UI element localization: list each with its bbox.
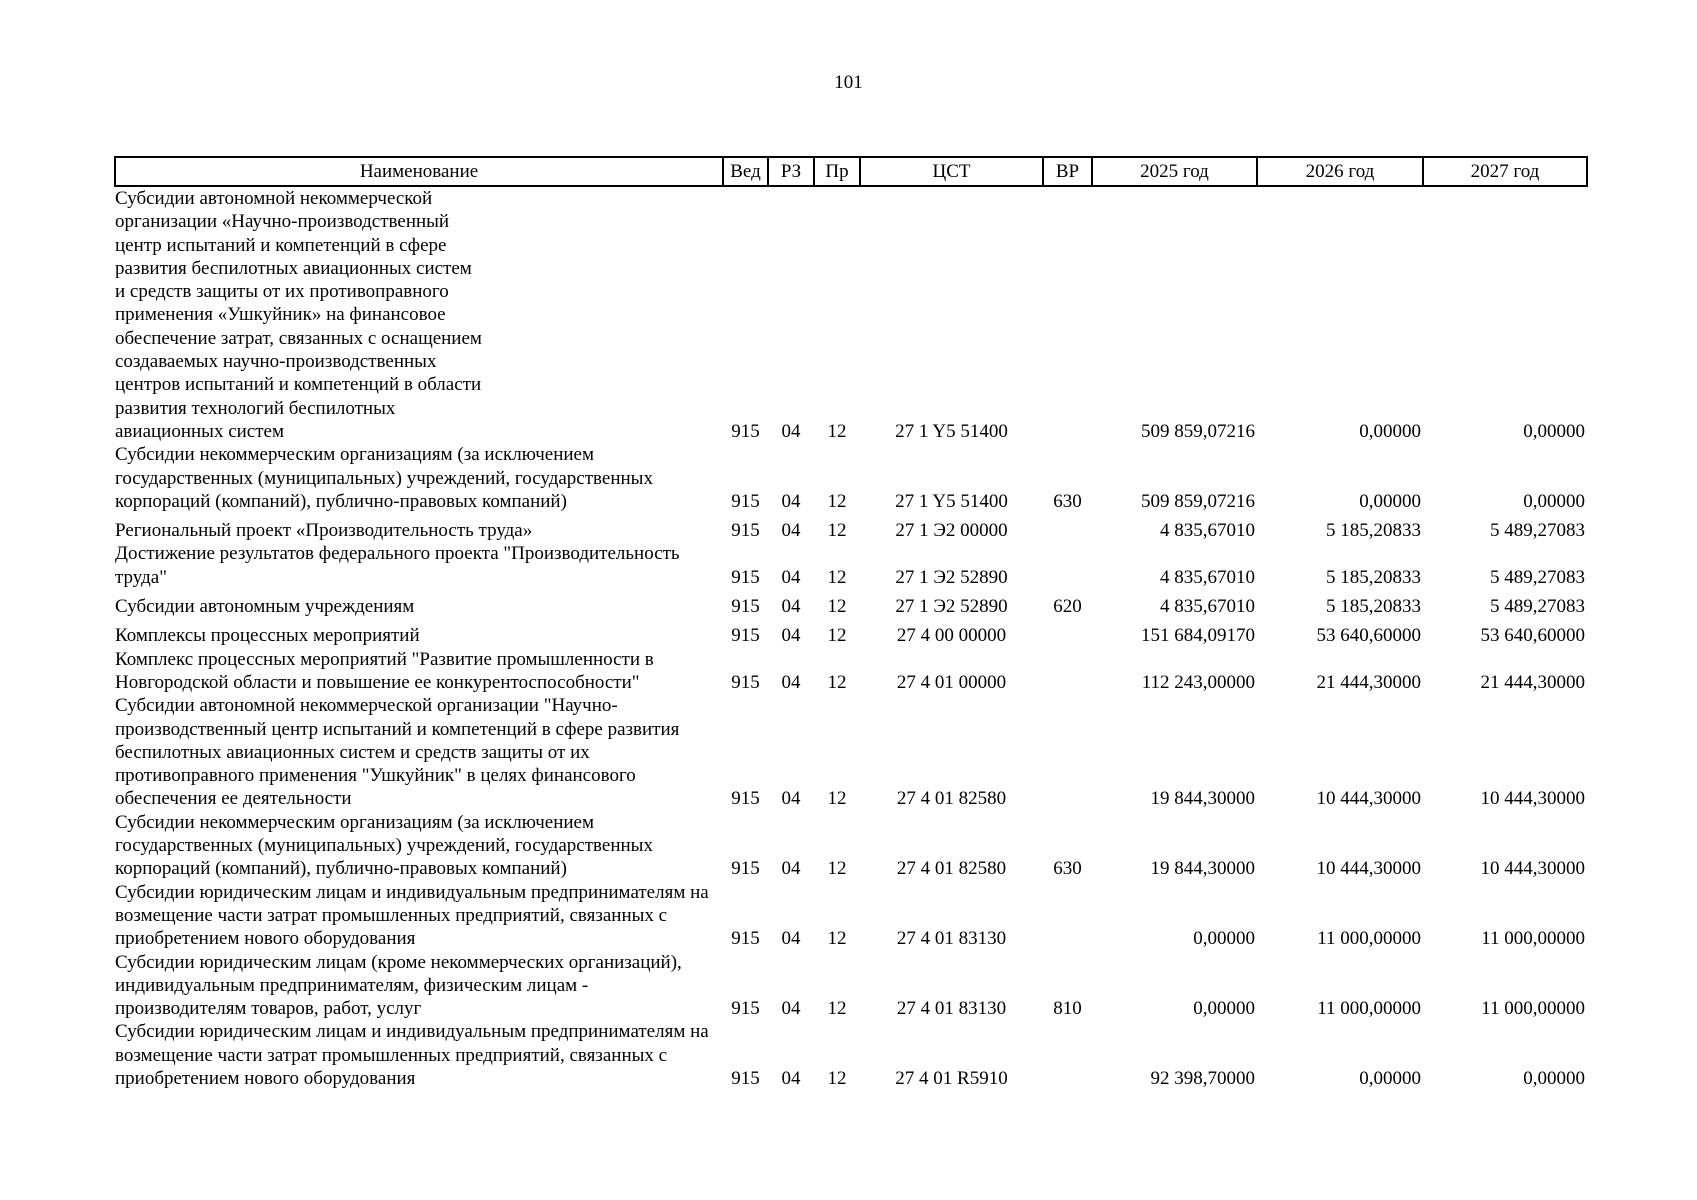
row-2026: 5 185,20833 [1326, 566, 1421, 588]
row-name: Субсидии юридическим лицам (кроме некоммерческих организаций), индивидуальным предпринимателям, физическим лицам - производителям товаров, работ, услуг [115, 951, 682, 1020]
row-name: Региональный проект «Производительность труда» [115, 520, 533, 542]
table-row [115, 951, 1587, 1021]
row-name: Комплекс процессных мероприятий "Развитие промышленности в Новгородской области и повышение ее конкурентоспособности" [115, 648, 654, 693]
row-pr: 12 [827, 596, 847, 618]
header-cst: ЦСТ [860, 157, 1043, 186]
row-vr [1043, 618, 1092, 647]
row-vr [1043, 694, 1092, 810]
row-2026: 0,00000 [1359, 490, 1421, 512]
row-rz: 04 [781, 928, 801, 950]
row-ved: 915 [731, 566, 760, 588]
row-name: Субсидии некоммерческим организациям (за исключением государственных (муниципальных) учреждений, государственных корпораций (компаний), публично-правовых компаний) [115, 811, 653, 880]
table-row [115, 186, 1587, 443]
row-2027: 0,00000 [1523, 1067, 1585, 1089]
row-2027: 5 489,27083 [1490, 520, 1585, 542]
row-rz: 04 [781, 596, 801, 618]
row-2026: 5 185,20833 [1326, 596, 1421, 618]
row-2026: 10 444,30000 [1316, 858, 1421, 880]
row-2027: 53 640,60000 [1480, 625, 1585, 647]
header-rz: РЗ [768, 157, 814, 186]
table-row [115, 881, 1587, 951]
row-pr: 12 [827, 490, 847, 512]
row-pr: 12 [827, 788, 847, 810]
row-2027: 21 444,30000 [1480, 671, 1585, 693]
row-2027: 10 444,30000 [1480, 858, 1585, 880]
row-vr [1043, 513, 1092, 542]
row-2025: 509 859,07216 [1141, 490, 1255, 512]
row-vr: 620 [1053, 596, 1082, 618]
row-cst: 27 1 Э2 52890 [895, 566, 1008, 588]
row-2026: 11 000,00000 [1317, 998, 1421, 1020]
table-row [115, 811, 1587, 881]
row-vr: 630 [1053, 490, 1082, 512]
row-rz: 04 [781, 520, 801, 542]
row-pr: 12 [827, 671, 847, 693]
row-name: Субсидии некоммерческим организациям (за исключением государственных (муниципальных) учреждений, государственных корпораций (компаний), публично-правовых компаний) [115, 444, 653, 512]
header-2026: 2026 год [1257, 157, 1423, 186]
row-2026: 53 640,60000 [1316, 625, 1421, 647]
row-vr: 810 [1053, 998, 1082, 1020]
row-vr [1043, 542, 1092, 589]
row-ved: 915 [731, 625, 760, 647]
row-rz: 04 [781, 566, 801, 588]
row-ved: 915 [731, 928, 760, 950]
row-rz: 04 [781, 671, 801, 693]
row-pr: 12 [827, 520, 847, 542]
row-2027: 5 489,27083 [1490, 566, 1585, 588]
row-ved: 915 [731, 788, 760, 810]
row-pr: 12 [827, 566, 847, 588]
row-2027: 0,00000 [1523, 490, 1585, 512]
row-name: Субсидии автономной некоммерческой организации «Научно-производственный центр испытаний и компетенций в сфере развития беспилотных авиационных систем и средств защиты от их противоправного применения «Ушкуйник» на финансовое обеспечение затрат, связанных с оснащением создаваемых научно-производственных центров испытаний и компетенций в области развития технологий беспилотных авиационных систем [115, 188, 482, 442]
row-rz: 04 [781, 1067, 801, 1089]
row-rz: 04 [781, 858, 801, 880]
row-2026: 10 444,30000 [1316, 788, 1421, 810]
row-rz: 04 [781, 998, 801, 1020]
page-number: 101 [834, 72, 863, 93]
row-2026: 21 444,30000 [1316, 671, 1421, 693]
row-rz: 04 [781, 490, 801, 512]
row-2025: 92 398,70000 [1150, 1067, 1255, 1089]
row-2026: 0,00000 [1359, 420, 1421, 442]
row-name: Субсидии автономной некоммерческой организации "Научно-производственный центр испытаний и компетенций в сфере развития беспилотных авиационных систем и средств защиты от их противоправного применения "Ушкуйник" в целях финансового обеспечения ее деятельности [115, 695, 680, 810]
row-2027: 11 000,00000 [1481, 998, 1585, 1020]
row-name: Достижение результатов федерального проекта "Производительность труда" [115, 543, 680, 588]
row-cst: 27 1 Y5 51400 [895, 420, 1008, 442]
table-row [115, 513, 1587, 542]
table-row [115, 618, 1587, 647]
header-2027: 2027 год [1423, 157, 1587, 186]
table-row [115, 648, 1587, 695]
table-header-row [115, 157, 1587, 186]
row-name: Субсидии автономным учреждениям [115, 596, 415, 618]
row-name: Субсидии юридическим лицам и индивидуальным предпринимателям на возмещение части затрат промышленных предприятий, связанных с приобретением нового оборудования [115, 881, 709, 950]
row-vr [1043, 186, 1092, 443]
row-cst: 27 4 01 83130 [896, 928, 1007, 950]
row-2025: 19 844,30000 [1150, 858, 1255, 880]
row-2026: 5 185,20833 [1326, 520, 1421, 542]
row-cst: 27 4 00 00000 [896, 625, 1007, 647]
row-2027: 10 444,30000 [1480, 788, 1585, 810]
row-cst: 27 4 01 83130 [896, 998, 1007, 1020]
row-ved: 915 [731, 490, 760, 512]
row-cst: 27 4 01 82580 [896, 858, 1007, 880]
row-2027: 0,00000 [1523, 420, 1585, 442]
header-2025: 2025 год [1092, 157, 1257, 186]
table-row [115, 443, 1587, 513]
row-cst: 27 4 01 R5910 [895, 1067, 1008, 1089]
row-rz: 04 [781, 420, 801, 442]
row-cst: 27 1 Y5 51400 [895, 490, 1008, 512]
row-cst: 27 1 Э2 00000 [895, 520, 1008, 542]
row-pr: 12 [827, 420, 847, 442]
row-pr: 12 [827, 998, 847, 1020]
row-cst: 27 4 01 00000 [896, 671, 1007, 693]
row-2026: 0,00000 [1359, 1067, 1421, 1089]
row-vr [1043, 648, 1092, 695]
row-2025: 4 835,67010 [1160, 520, 1255, 542]
table-row [115, 542, 1587, 589]
row-vr: 630 [1053, 858, 1082, 880]
header-name: Наименование [115, 157, 723, 186]
row-ved: 915 [731, 596, 760, 618]
row-2025: 0,00000 [1193, 928, 1255, 950]
row-name: Комплексы процессных мероприятий [115, 625, 420, 647]
budget-table [114, 156, 1588, 1090]
row-2027: 11 000,00000 [1481, 928, 1585, 950]
row-2027: 5 489,27083 [1490, 596, 1585, 618]
row-vr [1043, 1020, 1092, 1090]
header-vr: ВР [1043, 157, 1092, 186]
row-2025: 112 243,00000 [1141, 671, 1255, 693]
row-pr: 12 [827, 858, 847, 880]
row-ved: 915 [731, 998, 760, 1020]
row-2025: 4 835,67010 [1160, 566, 1255, 588]
row-rz: 04 [781, 788, 801, 810]
row-2026: 11 000,00000 [1317, 928, 1421, 950]
row-pr: 12 [827, 625, 847, 647]
table-row [115, 1020, 1587, 1090]
row-ved: 915 [731, 858, 760, 880]
row-pr: 12 [827, 928, 847, 950]
header-ved: Вед [723, 157, 768, 186]
table-row [115, 694, 1587, 810]
row-ved: 915 [731, 671, 760, 693]
header-pr: Пр [814, 157, 860, 186]
row-2025: 4 835,67010 [1160, 596, 1255, 618]
table-row [115, 589, 1587, 618]
row-ved: 915 [731, 420, 760, 442]
row-ved: 915 [731, 1067, 760, 1089]
row-cst: 27 4 01 82580 [896, 788, 1007, 810]
row-2025: 0,00000 [1193, 998, 1255, 1020]
row-pr: 12 [827, 1067, 847, 1089]
row-vr [1043, 881, 1092, 951]
row-2025: 19 844,30000 [1150, 788, 1255, 810]
row-name: Субсидии юридическим лицам и индивидуальным предпринимателям на возмещение части затрат промышленных предприятий, связанных с приобретением нового оборудования [115, 1021, 709, 1089]
row-2025: 151 684,09170 [1141, 625, 1255, 647]
row-rz: 04 [781, 625, 801, 647]
row-ved: 915 [731, 520, 760, 542]
row-2025: 509 859,07216 [1141, 420, 1255, 442]
row-cst: 27 1 Э2 52890 [895, 596, 1008, 618]
